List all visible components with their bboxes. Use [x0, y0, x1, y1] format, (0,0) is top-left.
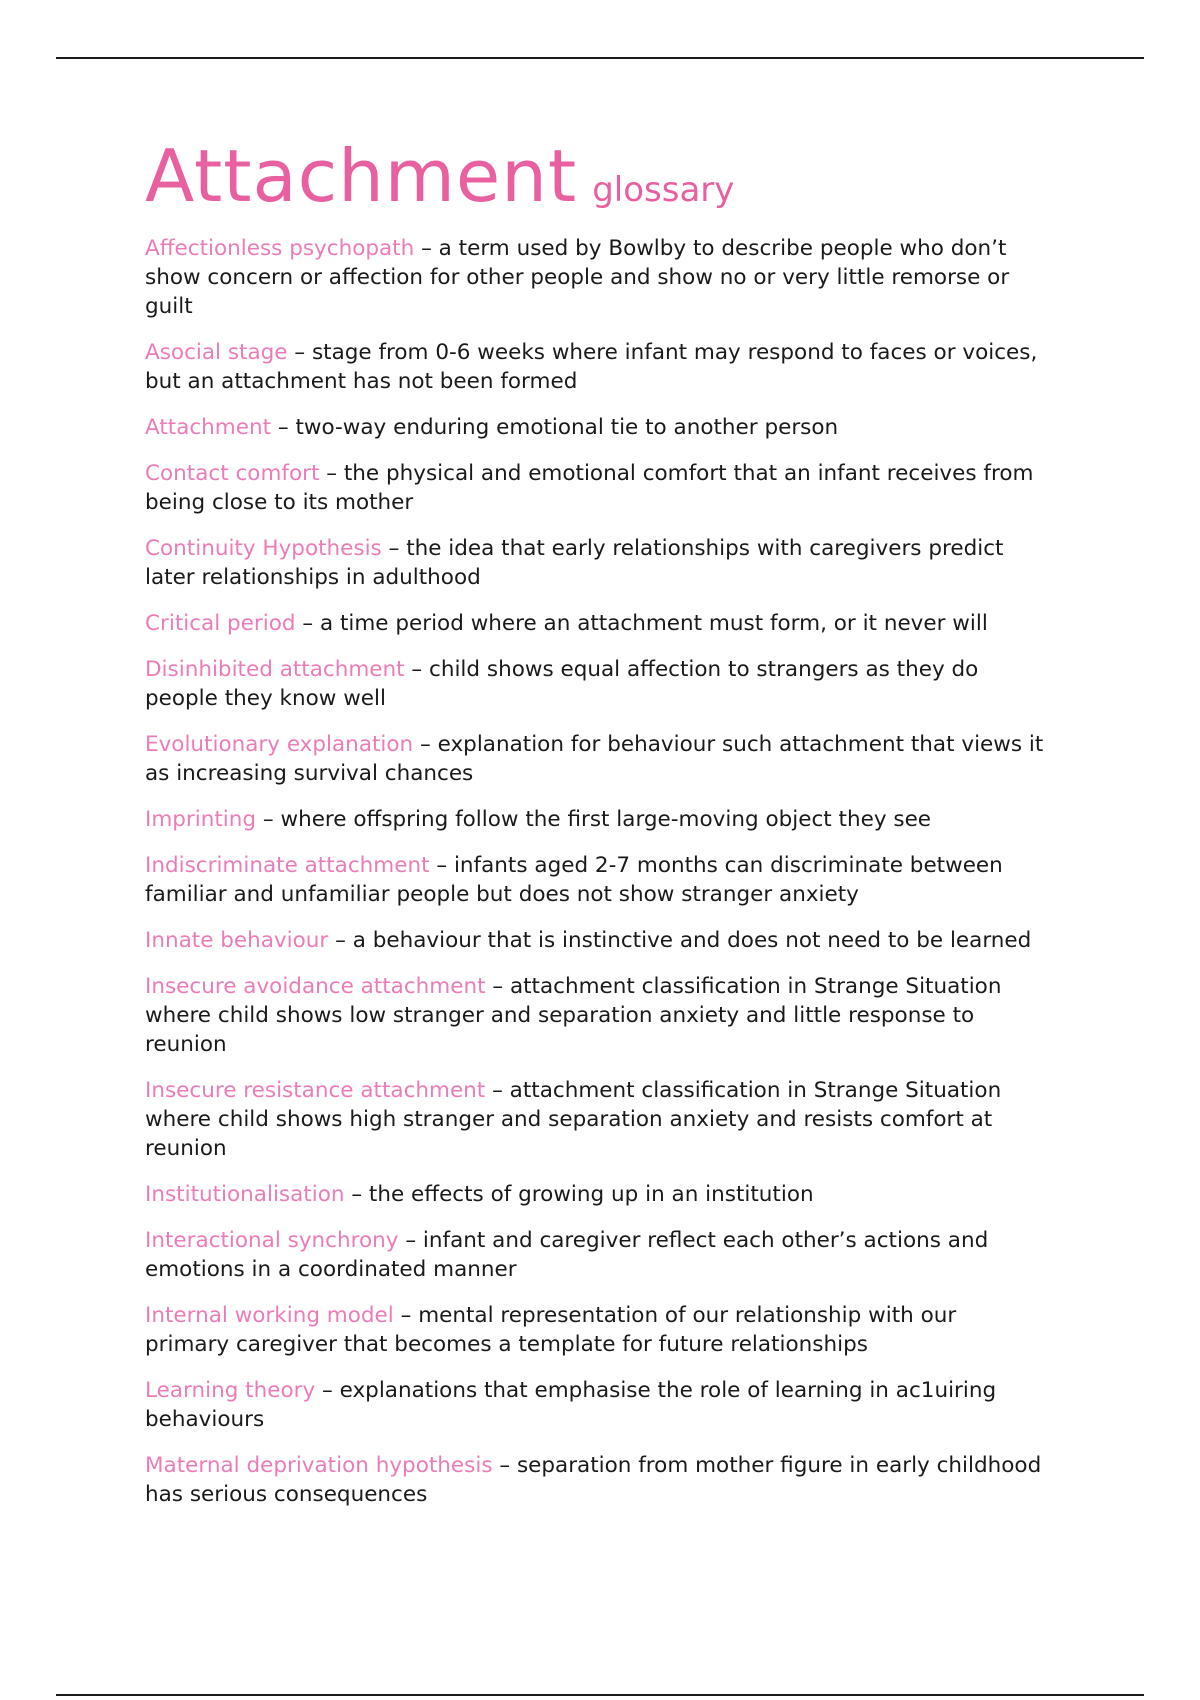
- glossary-term: Continuity Hypothesis: [145, 536, 382, 561]
- glossary-definition: a term used by Bowlby to describe people who don’t show concern or affection for other people and show no or very little remorse or guilt: [145, 236, 1010, 319]
- glossary-term: Maternal deprivation hypothesis: [145, 1453, 493, 1478]
- glossary-entry: [145, 534, 1045, 592]
- separator: –: [485, 974, 510, 999]
- separator: –: [381, 536, 407, 561]
- glossary-term: Interactional synchrony: [145, 1228, 399, 1253]
- glossary-definition: two-way enduring emotional tie to another person: [295, 415, 839, 440]
- glossary-entry: [145, 972, 1045, 1059]
- separator: –: [398, 1228, 423, 1253]
- page-title: [145, 134, 1045, 218]
- glossary-term: Evolutionary explanation: [145, 732, 414, 757]
- glossary-term: Institutionalisation: [145, 1182, 345, 1207]
- glossary-term: Insecure avoidance attachment: [145, 974, 486, 999]
- glossary-entry: [145, 459, 1045, 517]
- glossary-definition: explanations that emphasise the role of learning in ac1uiring behaviours: [145, 1378, 997, 1432]
- separator: –: [492, 1453, 517, 1478]
- glossary-entry: [145, 1301, 1045, 1359]
- glossary-definition: a time period where an attachment must form, or it never will: [319, 611, 988, 636]
- glossary-term: Disinhibited attachment: [145, 657, 405, 682]
- separator: –: [404, 657, 429, 682]
- separator: –: [429, 853, 454, 878]
- glossary-entry: [145, 413, 1045, 442]
- glossary-entry: [145, 338, 1045, 396]
- separator: –: [413, 732, 438, 757]
- glossary-definition: mental representation of our relationship with our primary caregiver that becomes a template for future relationships: [145, 1303, 957, 1357]
- glossary-entry: [145, 1376, 1045, 1434]
- glossary-entry: [145, 1180, 1045, 1209]
- glossary-entry: [145, 609, 1045, 638]
- glossary-entry: [145, 805, 1045, 834]
- glossary-entry: [145, 1076, 1045, 1163]
- glossary-entry: [145, 851, 1045, 909]
- glossary-definition: stage from 0-6 weeks where infant may respond to faces or voices, but an attachment has not been formed: [145, 340, 1038, 394]
- glossary-definition: the effects of growing up in an institution: [368, 1182, 814, 1207]
- glossary-definition: separation from mother figure in early childhood has serious consequences: [145, 1453, 1042, 1507]
- bottom-rule: [56, 1694, 1144, 1696]
- separator: –: [414, 236, 439, 261]
- glossary-term: Internal working model: [145, 1303, 394, 1328]
- separator: –: [315, 1378, 340, 1403]
- glossary-term: Indiscriminate attachment: [145, 853, 430, 878]
- glossary-definition: infants aged 2-7 months can discriminate between familiar and unfamiliar people but does not show stranger anxiety: [145, 853, 1003, 907]
- glossary-entry: [145, 926, 1045, 955]
- separator: –: [319, 461, 344, 486]
- glossary-term: Insecure resistance attachment: [145, 1078, 486, 1103]
- glossary-entry: [145, 730, 1045, 788]
- glossary-term: Innate behaviour: [145, 928, 329, 953]
- glossary-definition: child shows equal affection to strangers as they do people they know well: [145, 657, 979, 711]
- separator: –: [271, 415, 296, 440]
- title-sub: glossary: [592, 170, 735, 210]
- glossary-term: Contact comfort: [145, 461, 320, 486]
- glossary-term: Learning theory: [145, 1378, 316, 1403]
- glossary-definition: the physical and emotional comfort that an infant receives from being close to its mother: [145, 461, 1034, 515]
- glossary-entry: [145, 1451, 1045, 1509]
- separator: –: [344, 1182, 369, 1207]
- top-rule: [56, 57, 1144, 59]
- separator: –: [485, 1078, 510, 1103]
- separator: –: [393, 1303, 419, 1328]
- glossary-entry: [145, 234, 1045, 321]
- glossary-definition: a behaviour that is instinctive and does not need to be learned: [352, 928, 1032, 953]
- glossary-definition: attachment classification in Strange Situation where child shows high stranger and separation anxiety and resists comfort at reunion: [145, 1078, 1002, 1161]
- glossary-entry: [145, 655, 1045, 713]
- glossary-definition: attachment classification in Strange Situation where child shows low stranger and separation anxiety and little response to reunion: [145, 974, 1002, 1057]
- glossary-term: Attachment: [145, 415, 272, 440]
- title-main: Attachment: [145, 134, 578, 218]
- glossary-page: [145, 134, 1045, 1526]
- separator: –: [287, 340, 312, 365]
- glossary-term: Critical period: [145, 611, 296, 636]
- glossary-definition: the idea that early relationships with caregivers predict later relationships in adulthood: [145, 536, 1004, 590]
- glossary-entry: [145, 1226, 1045, 1284]
- glossary-definition: infant and caregiver reflect each other’s actions and emotions in a coordinated manner: [145, 1228, 989, 1282]
- separator: –: [256, 807, 281, 832]
- glossary-term: Affectionless psychopath: [145, 236, 415, 261]
- glossary-definition: where offspring follow the first large-moving object they see: [280, 807, 932, 832]
- separator: –: [328, 928, 353, 953]
- separator: –: [295, 611, 320, 636]
- glossary-term: Imprinting: [145, 807, 257, 832]
- glossary-definition: explanation for behaviour such attachment that views it as increasing survival chances: [145, 732, 1044, 786]
- glossary-term: Asocial stage: [145, 340, 288, 365]
- glossary-list: [145, 234, 1045, 1509]
